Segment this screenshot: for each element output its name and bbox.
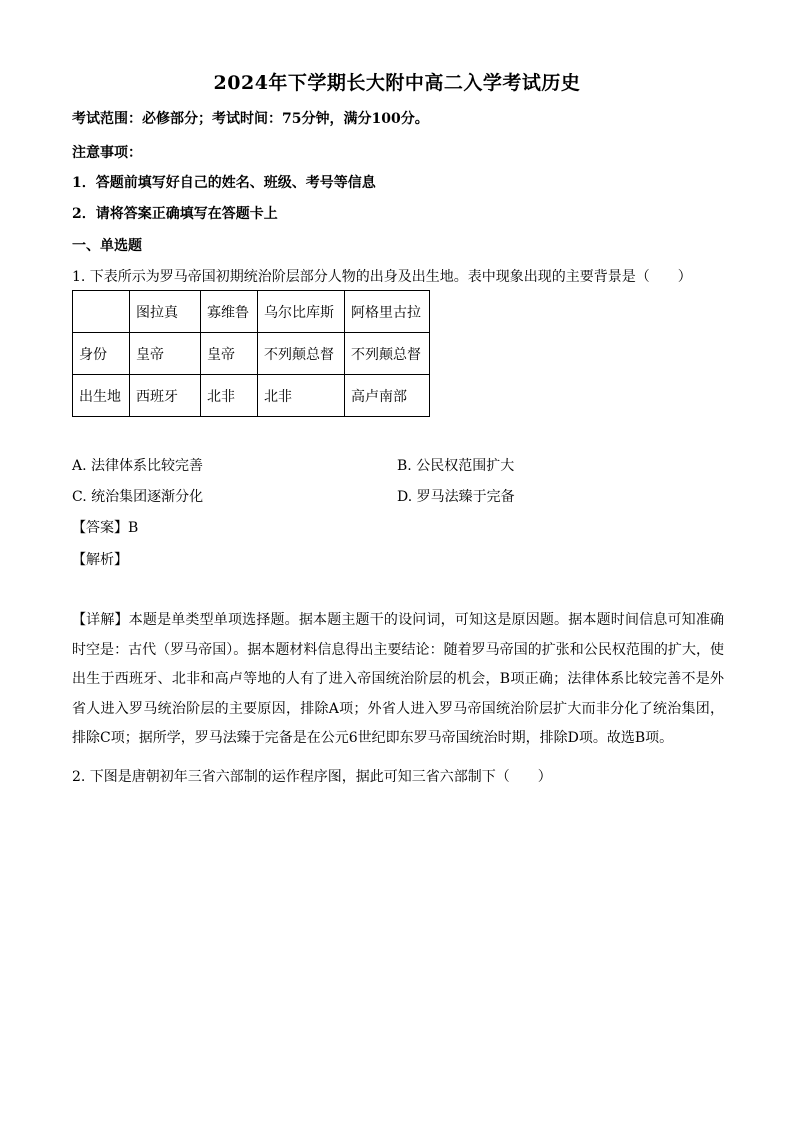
notice-heading: 注意事项：: [72, 145, 142, 161]
detail-text: 本题是单类型单项选择题。据本题主题干的设问词，可知这是原因题。据本题时间信息可知准确时空是：古代（罗马帝国）。据本题材料信息得出主要结论：随着罗马帝国的扩张和公民权范围的扩大，使出生于西班牙、北非和高卢等地的人有了进入帝国统治阶层的机会，B项正确；法律体系比较完善不是外省人进入罗马统治阶层的主要原因，排除A项；外省人进入罗马帝国统治阶层扩大而非分化了统治集团，排除C项；据所学，罗马法臻于完备是在公元6世纪即东罗马帝国统治时期，排除D项。故选B项。: [72, 612, 725, 746]
answer-line: [72, 517, 138, 537]
table-row: [73, 291, 430, 333]
table-cell: 寡维鲁: [201, 291, 258, 333]
table-cell: 皇帝: [130, 333, 201, 375]
table-cell: 不列颠总督: [345, 333, 430, 375]
notice-item: 1．答题前填写好自己的姓名、班级、考号等信息: [72, 175, 376, 191]
table-cell: 高卢南部: [345, 375, 430, 417]
table-cell: 乌尔比库斯: [258, 291, 345, 333]
table-cell: 北非: [201, 375, 258, 417]
table-cell: 不列颠总督: [258, 333, 345, 375]
notice-item: 2．请将答案正确填写在答题卡上: [72, 206, 278, 222]
answer-value: B: [128, 520, 139, 536]
page-title: 2024年下学期长大附中高二入学考试历史: [213, 72, 581, 94]
exam-info: 考试范围：必修部分；考试时间：75分钟，满分100分。: [72, 111, 429, 127]
answer-label: 【答案】: [72, 520, 128, 536]
table-cell: 图拉真: [130, 291, 201, 333]
table-row: [73, 333, 430, 375]
table-cell: 皇帝: [201, 333, 258, 375]
question-1-stem: 1. 下表所示为罗马帝国初期统治阶层部分人物的出身及出生地。表中现象出现的主要背景是（ ）: [72, 269, 692, 285]
question-2-stem: 2. 下图是唐朝初年三省六部制的运作程序图，据此可知三省六部制下（ ）: [72, 769, 552, 785]
table-cell: 阿格里古拉: [345, 291, 430, 333]
table-cell: 西班牙: [130, 375, 201, 417]
option-c: C. 统治集团逐渐分化: [72, 489, 204, 505]
detail-label: 【详解】: [72, 612, 129, 628]
table-cell: [73, 291, 130, 333]
table-cell: 出生地: [73, 375, 130, 417]
section-heading: 一、单选题: [72, 238, 142, 254]
table-cell: 北非: [258, 375, 345, 417]
option-a: A. 法律体系比较完善: [72, 458, 204, 474]
table-row: [73, 375, 430, 417]
analysis-label: 【解析】: [72, 552, 128, 568]
option-d: D. 罗马法臻于完备: [397, 489, 515, 505]
table-cell: 身份: [73, 333, 130, 375]
detail-paragraph: [72, 606, 724, 754]
option-b: B. 公民权范围扩大: [397, 458, 515, 474]
question-1-table: [72, 290, 430, 417]
